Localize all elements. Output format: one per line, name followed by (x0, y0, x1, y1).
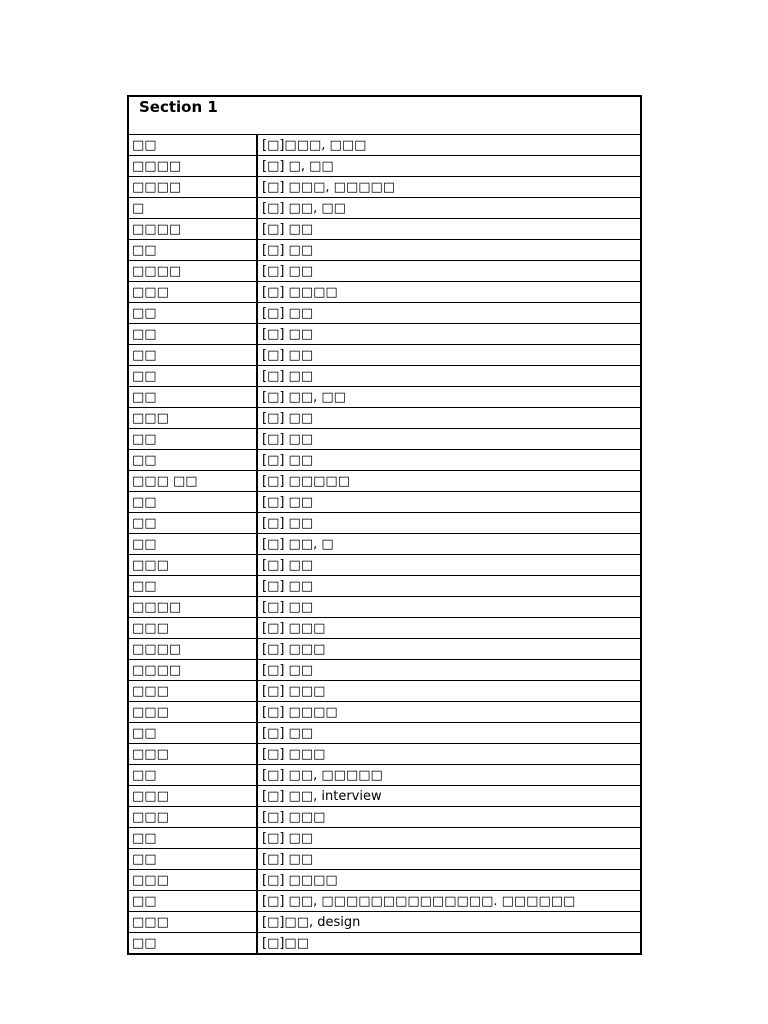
table-row (129, 408, 640, 429)
vocab-word: □□□ (129, 681, 257, 702)
vocab-definition: [□] □□, interview (257, 786, 640, 807)
vocab-definition: [□] □□ (257, 345, 640, 366)
table-row (129, 723, 640, 744)
vocab-word: □□□□ (129, 156, 257, 177)
vocab-word: □□ (129, 135, 257, 156)
table-row (129, 597, 640, 618)
vocab-definition: [□] □□ (257, 849, 640, 870)
table-row (129, 450, 640, 471)
table-row (129, 744, 640, 765)
vocab-word: □□□□ (129, 261, 257, 282)
vocab-definition: [□] □□ (257, 492, 640, 513)
vocab-word: □□ (129, 303, 257, 324)
table-row (129, 933, 640, 954)
vocab-definition: [□] □□ (257, 597, 640, 618)
table-row (129, 681, 640, 702)
vocabulary-table-body (129, 135, 640, 953)
table-row (129, 786, 640, 807)
vocab-definition: [□] □□ (257, 660, 640, 681)
vocab-definition: [□] □□ (257, 240, 640, 261)
table-row (129, 177, 640, 198)
vocab-word: □□ (129, 450, 257, 471)
vocabulary-table (129, 135, 640, 953)
table-row (129, 282, 640, 303)
vocab-word: □□ (129, 492, 257, 513)
table-row (129, 702, 640, 723)
table-row (129, 219, 640, 240)
table-row (129, 303, 640, 324)
vocabulary-sheet (127, 95, 642, 955)
table-row (129, 534, 640, 555)
vocab-word: □□□ (129, 555, 257, 576)
vocab-word: □□□□ (129, 639, 257, 660)
vocab-definition: [□] □□ (257, 219, 640, 240)
table-row (129, 618, 640, 639)
table-row (129, 492, 640, 513)
table-row (129, 198, 640, 219)
table-row (129, 156, 640, 177)
vocab-definition: [□] □□ (257, 723, 640, 744)
vocab-word: □□□ (129, 408, 257, 429)
vocab-definition: [□]□□ (262, 935, 309, 951)
table-row (129, 345, 640, 366)
vocab-definition: [□] □□, □□□□□ (257, 765, 640, 786)
vocab-definition: [□] □□ (257, 366, 640, 387)
vocab-definition: [□] □□ (257, 324, 640, 345)
vocab-word: □□ (129, 849, 257, 870)
vocab-definition: [□] □□□□ (257, 282, 640, 303)
vocab-definition: [□] □□□, □□□□□ (257, 177, 640, 198)
table-row (129, 639, 640, 660)
table-row (129, 555, 640, 576)
vocab-definition: [□]□□□, □□□ (257, 135, 640, 156)
vocab-word: □ (129, 198, 257, 219)
vocab-definition: [□] □□□□ (257, 870, 640, 891)
table-row (129, 366, 640, 387)
vocab-definition: [□] □□ (257, 408, 640, 429)
vocab-definition: [□] □□ (257, 303, 640, 324)
vocab-word: □□□ (129, 702, 257, 723)
vocab-word: □□ (129, 723, 257, 744)
vocab-word: □□□ (129, 807, 257, 828)
vocab-definition: [□] □□ (257, 450, 640, 471)
table-row (129, 135, 640, 156)
vocab-word: □□ (129, 534, 257, 555)
table-row (129, 870, 640, 891)
vocab-word: □□□ (129, 912, 257, 933)
table-row (129, 912, 640, 933)
vocab-definition: [□] □, □□ (257, 156, 640, 177)
vocab-definition: [□] □□□ (257, 807, 640, 828)
vocab-word: □□□□ (129, 660, 257, 681)
vocab-word: □□□ □□ (129, 471, 257, 492)
vocab-definition: [□] □□, □ (257, 534, 640, 555)
vocab-definition: [□] □□ (257, 429, 640, 450)
vocab-definition: [□] □□ (257, 828, 640, 849)
vocab-definition: [□] □□ (257, 261, 640, 282)
vocab-word: □□ (129, 345, 257, 366)
vocab-definition: [□] □□, □□ (257, 387, 640, 408)
vocab-word: □□ (129, 324, 257, 345)
vocab-word: □□ (129, 240, 257, 261)
vocab-word: □□□□ (129, 219, 257, 240)
vocab-definition: [□] □□□ (257, 681, 640, 702)
table-row (129, 828, 640, 849)
vocab-word: □□ (129, 513, 257, 534)
vocab-definition: [□] □□□□□ (257, 471, 640, 492)
table-row (129, 576, 640, 597)
vocab-definition: [□] □□□ (257, 744, 640, 765)
vocab-definition: [□] □□ (257, 513, 640, 534)
table-row (129, 324, 640, 345)
table-row (129, 429, 640, 450)
vocab-word: □□□□ (129, 177, 257, 198)
vocab-word: □□ (129, 765, 257, 786)
vocab-definition: [□] □□□□ (257, 702, 640, 723)
table-row (129, 849, 640, 870)
table-row (129, 387, 640, 408)
table-row (129, 807, 640, 828)
vocab-word: □□ (129, 429, 257, 450)
vocab-word: □□ (129, 891, 257, 912)
table-row (129, 513, 640, 534)
vocab-word: □□ (129, 387, 257, 408)
vocab-word: □□ (129, 576, 257, 597)
table-row (129, 240, 640, 261)
vocab-definition: [□] □□, □□□□□□□□□□□□□□. □□□□□□ (257, 891, 640, 912)
vocab-word: □□□ (129, 744, 257, 765)
vocab-word: □□ (129, 828, 257, 849)
table-row (129, 471, 640, 492)
vocab-word: □□□ (129, 786, 257, 807)
vocab-definition: [□] □□□ (257, 639, 640, 660)
vocab-definition: [□] □□ (257, 576, 640, 597)
vocab-word: □□□ (129, 618, 257, 639)
vocab-definition: [□] □□, □□ (257, 198, 640, 219)
table-row (129, 765, 640, 786)
vocab-word: □□ (129, 366, 257, 387)
table-row (129, 660, 640, 681)
vocab-definition: [□]□□, design (257, 912, 640, 933)
vocab-word: □□□ (129, 282, 257, 303)
vocab-definition: [□] □□ (257, 555, 640, 576)
section-title: Section 1 (129, 97, 640, 135)
vocab-word: □□ (129, 933, 257, 954)
table-row (129, 261, 640, 282)
vocab-word: □□□ (129, 870, 257, 891)
vocab-word: □□□□ (129, 597, 257, 618)
vocab-definition: [□] □□□ (257, 618, 640, 639)
table-row (129, 891, 640, 912)
